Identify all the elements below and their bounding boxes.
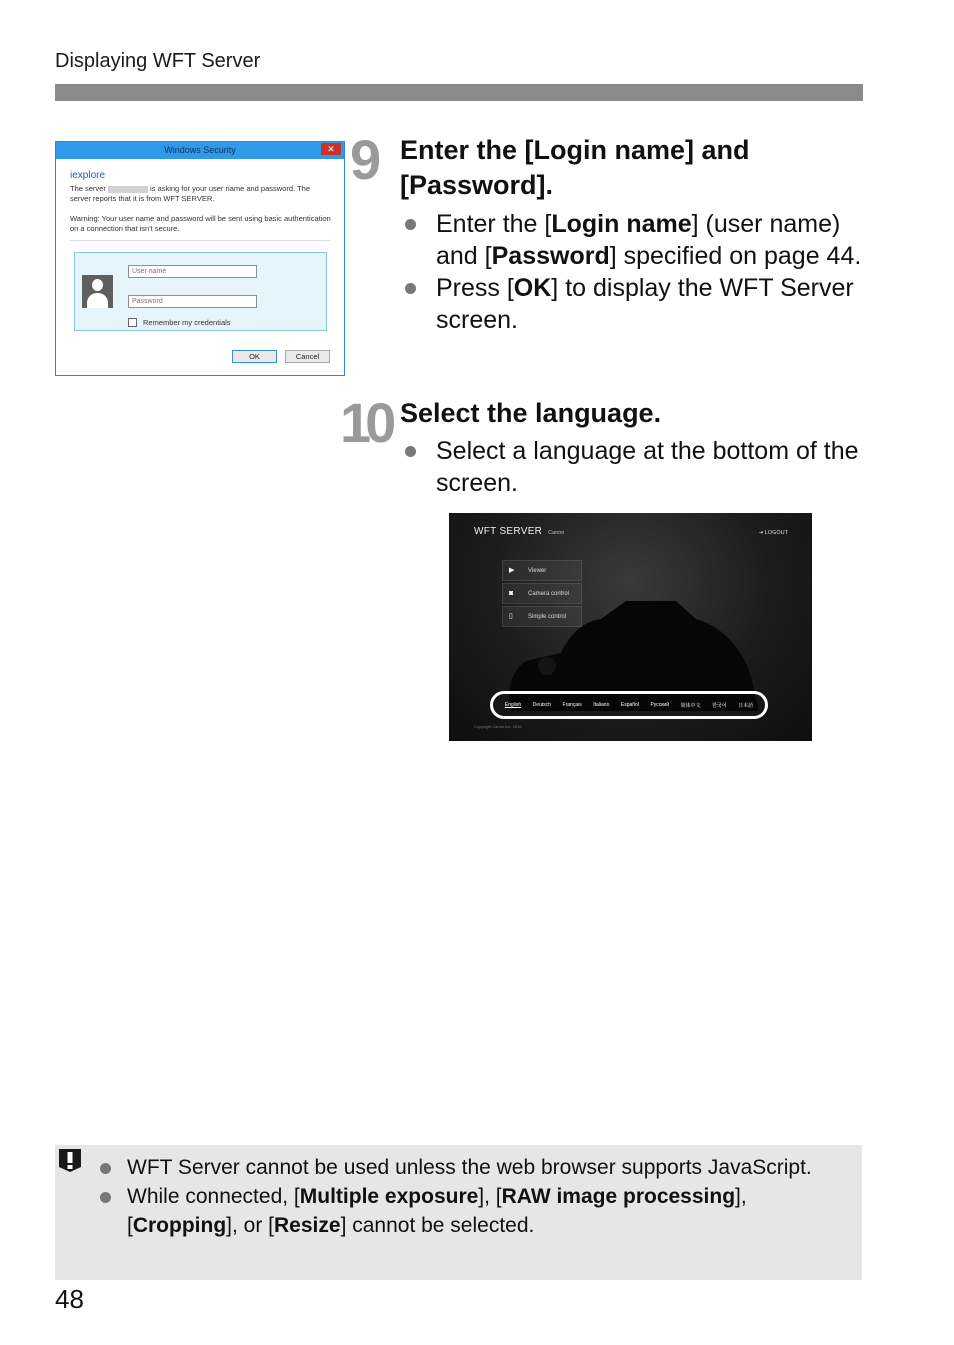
wft-server-screenshot <box>449 513 812 741</box>
ok-button[interactable]: OK <box>232 350 277 363</box>
caution-icon <box>55 1145 85 1173</box>
dialog-message-post: is asking for your user name and password. The server reports that it is from WFT SERVER. <box>70 184 310 203</box>
wft-menu <box>502 560 582 629</box>
language-selector <box>490 691 768 719</box>
dialog-app-name: iexplore <box>70 170 106 181</box>
wft-title <box>474 526 564 537</box>
step-10-bullets <box>400 435 862 499</box>
caution-list <box>100 1153 840 1240</box>
redacted-server-name <box>108 186 148 193</box>
remember-checkbox[interactable] <box>128 318 137 327</box>
list-item: WFT Server cannot be used unless the web browser supports JavaScript. <box>100 1153 840 1182</box>
menu-item-simple-control[interactable]: ▯ Simple control <box>502 606 582 627</box>
simple-control-icon: ▯ <box>509 612 513 620</box>
header-bar <box>55 84 863 101</box>
bullet-icon <box>100 1192 111 1203</box>
lang-italiano[interactable]: Italiano <box>593 702 610 708</box>
list-item: Press [OK] to display the WFT Server screen. <box>400 272 862 336</box>
bullet-icon <box>405 283 416 294</box>
dialog-title: Windows Security <box>164 145 236 155</box>
viewer-icon: ▶ <box>509 566 515 574</box>
dialog-warning: Warning: Your user name and password will be sent using basic authentication on a connection that isn't secure. <box>70 214 331 233</box>
lang-english[interactable]: English <box>504 702 522 708</box>
logout-button[interactable]: ⇥ LOGOUT <box>758 530 788 536</box>
user-avatar-icon <box>82 275 113 308</box>
credentials-panel <box>74 252 327 331</box>
remember-label: Remember my credentials <box>143 318 231 327</box>
cancel-button[interactable]: Cancel <box>285 350 330 363</box>
section-title: Displaying WFT Server <box>55 50 261 72</box>
menu-item-camera-control[interactable]: ◙ Camera control <box>502 583 582 604</box>
password-field[interactable]: Password <box>128 295 257 308</box>
menu-item-viewer[interactable]: ▶ Viewer <box>502 560 582 581</box>
lang-russian[interactable]: Русский <box>650 702 670 708</box>
bullet-icon <box>405 219 416 230</box>
camera-icon: ◙ <box>509 589 514 597</box>
lang-chinese[interactable]: 简体中文 <box>680 702 701 709</box>
list-item: Select a language at the bottom of the screen. <box>400 435 862 499</box>
close-icon[interactable]: ✕ <box>321 143 341 155</box>
lang-korean[interactable]: 한국어 <box>712 702 727 709</box>
step-9-heading <box>400 133 860 203</box>
dialog-title-bar <box>56 142 344 159</box>
lang-espanol[interactable]: Español <box>620 702 639 708</box>
dialog-message-pre: The server <box>70 184 106 193</box>
list-item: While connected, [Multiple exposure], [RAW image processing], [Cropping], or [Resize] cannot be selected. <box>100 1182 840 1240</box>
remember-credentials[interactable] <box>128 318 231 327</box>
bullet-icon <box>100 1163 111 1174</box>
page-number: 48 <box>55 1284 84 1314</box>
dialog-message <box>70 184 332 204</box>
step-number-10: 10 <box>340 391 391 454</box>
copyright: Copyright Canon Inc. 2016 <box>474 724 522 729</box>
lang-francais[interactable]: Français <box>562 702 582 708</box>
step-10-heading: Select the language. <box>400 398 662 428</box>
step-9-heading-line2: [Password]. <box>400 170 554 200</box>
list-item: Enter the [Login name] (user name) and [Password] specified on page 44. <box>400 208 862 272</box>
windows-security-dialog <box>55 141 345 376</box>
step-9-bullets <box>400 208 862 336</box>
wft-title-text: WFT SERVER <box>474 526 543 537</box>
lang-deutsch[interactable]: Deutsch <box>532 702 552 708</box>
username-field[interactable]: User name <box>128 265 257 278</box>
lang-japanese[interactable]: 日本語 <box>738 702 754 709</box>
step-number-9: 9 <box>350 128 376 191</box>
step-9-heading-line1: Enter the [Login name] and <box>400 135 750 165</box>
bullet-icon <box>405 446 416 457</box>
divider <box>70 240 330 241</box>
caution-box <box>55 1145 862 1280</box>
wft-subtitle: Canon <box>548 530 565 536</box>
